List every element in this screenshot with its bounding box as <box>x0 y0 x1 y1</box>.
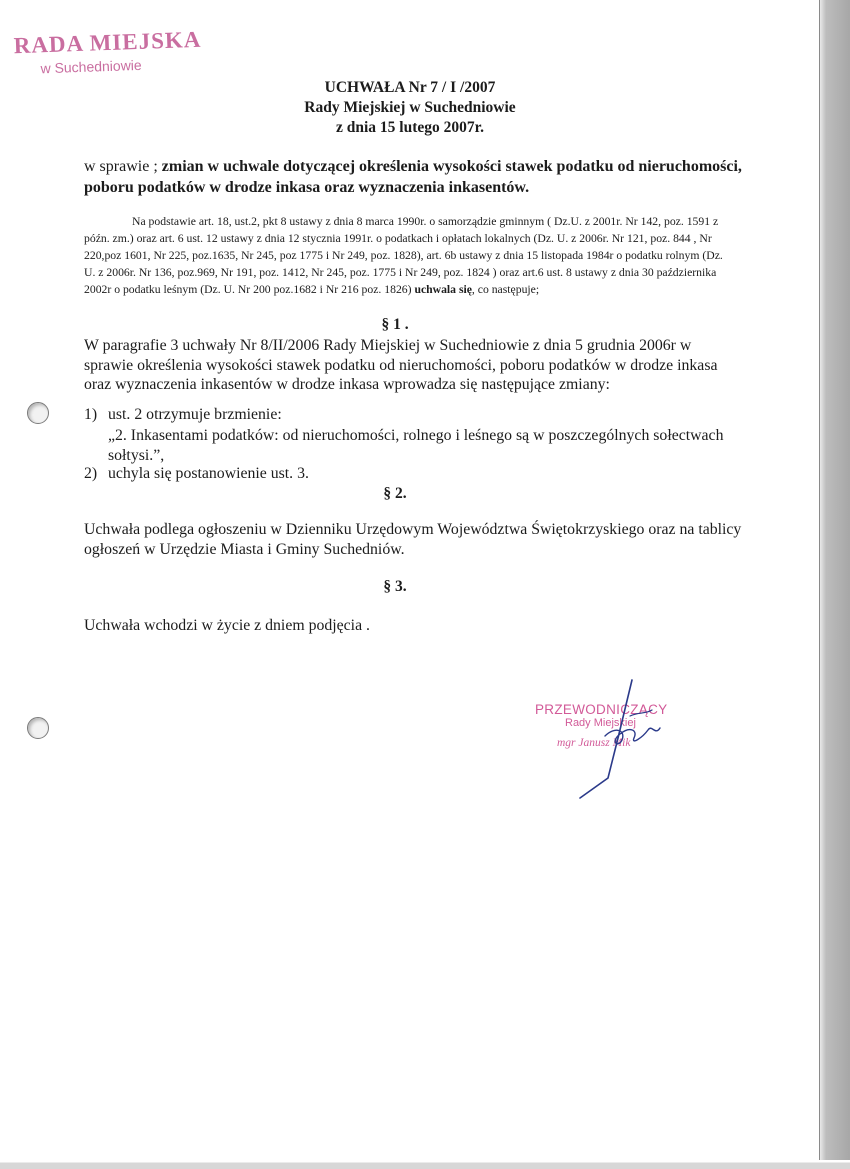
resolution-subject <box>84 156 744 198</box>
legal-basis <box>84 213 724 298</box>
signature-title: PRZEWODNICZĄCY <box>535 702 668 717</box>
stamp-line-2: w Suchedniowie <box>40 56 142 77</box>
scan-bottom-edge <box>0 1160 850 1169</box>
item-2-text: uchyla się postanowienie ust. 3. <box>108 465 309 482</box>
legal-basis-closing-suffix: , co następuje; <box>471 283 540 296</box>
stamp-line-1: RADA MIEJSKA <box>13 26 202 59</box>
punch-hole-bottom <box>27 717 49 739</box>
signature-name: mgr Janusz Mik <box>557 737 631 749</box>
amendment-item-2 <box>84 464 309 484</box>
amendment-quote: „2. Inkasentami podatków: od nieruchomości, rolnego i leśnego są w poszczególnych sołectwach sołtysi.”, <box>108 427 724 464</box>
section-2-text: Uchwała podlega ogłoszeniu w Dzienniku Urzędowym Województwa Świętokrzyskiego oraz na tablicy ogłoszeń w Urzędzie Miasta i Gminy Suchedniów. <box>84 521 742 558</box>
scan-right-edge <box>820 0 850 1169</box>
punch-hole-top <box>27 402 49 424</box>
resolution-date: z dnia 15 lutego 2007r. <box>336 119 484 136</box>
handwritten-signature <box>560 678 700 803</box>
section-1-heading: § 1 . <box>381 316 409 333</box>
section-1-intro: W paragrafie 3 uchwały Nr 8/II/2006 Rady Miejskiej w Suchedniowie z dnia 5 grudnia 2006r w sprawie określenia wysokości stawek podatku od nieruchomości, poboru podatków w drodze inkasa oraz wyznaczenia inkasentów w drodze inkasa wprowadza się następujące zmiany: <box>84 337 718 393</box>
item-1-number: 1) <box>84 406 98 423</box>
section-2-heading: § 2. <box>383 485 407 502</box>
resolution-number: UCHWAŁA Nr 7 / I /2007 <box>324 79 496 96</box>
subject-prefix: w sprawie ; <box>84 158 162 175</box>
council-stamp <box>13 27 202 78</box>
signature-body: Rady Miejskiej <box>565 717 636 729</box>
resolution-council: Rady Miejskiej w Suchedniowie <box>304 99 516 116</box>
section-3-text: Uchwała wchodzi w życie z dniem podjęcia . <box>84 617 370 634</box>
amendment-item-1 <box>84 405 282 425</box>
subject-text: zmian w uchwale dotyczącej określenia wysokości stawek podatku od nieruchomości, poboru podatków w drodze inkasa oraz wyznaczenia inkasentów. <box>84 158 742 196</box>
item-1-text: ust. 2 otrzymuje brzmienie: <box>108 406 282 423</box>
item-2-number: 2) <box>84 465 98 482</box>
legal-basis-text: Na podstawie art. 18, ust.2, pkt 8 ustawy z dnia 8 marca 1990r. o samorządzie gminnym ( Dz.U. z 2001r. Nr 142, poz. 1591 z późn. zm.) oraz art. 6 ust. 12 ustawy z dnia 12 stycznia 1991r. o podatkach i opłatach lokalnych (Dz. U. z 2006r. Nr 121, poz. 844 , Nr 220,poz 1601, Nr 225, poz.1635, Nr 245, poz 1775 i Nr 249, poz. 1828), art. 6b ustawy z dnia 15 listopada 1984r o podatku rolnym (Dz. U. z 2006r. Nr 136, poz.969, Nr 191, poz. 1412, Nr 245, poz. 1775 i Nr 249, poz. 1824 ) oraz art.6 ust. 8 ustawy z dnia 30 października 2002r o podatku leśnym (Dz. U. Nr 200 poz.1682 i Nr 216 poz. 1826) <box>84 215 723 296</box>
section-3-heading: § 3. <box>383 578 407 595</box>
legal-basis-closing: uchwala się <box>414 283 472 296</box>
